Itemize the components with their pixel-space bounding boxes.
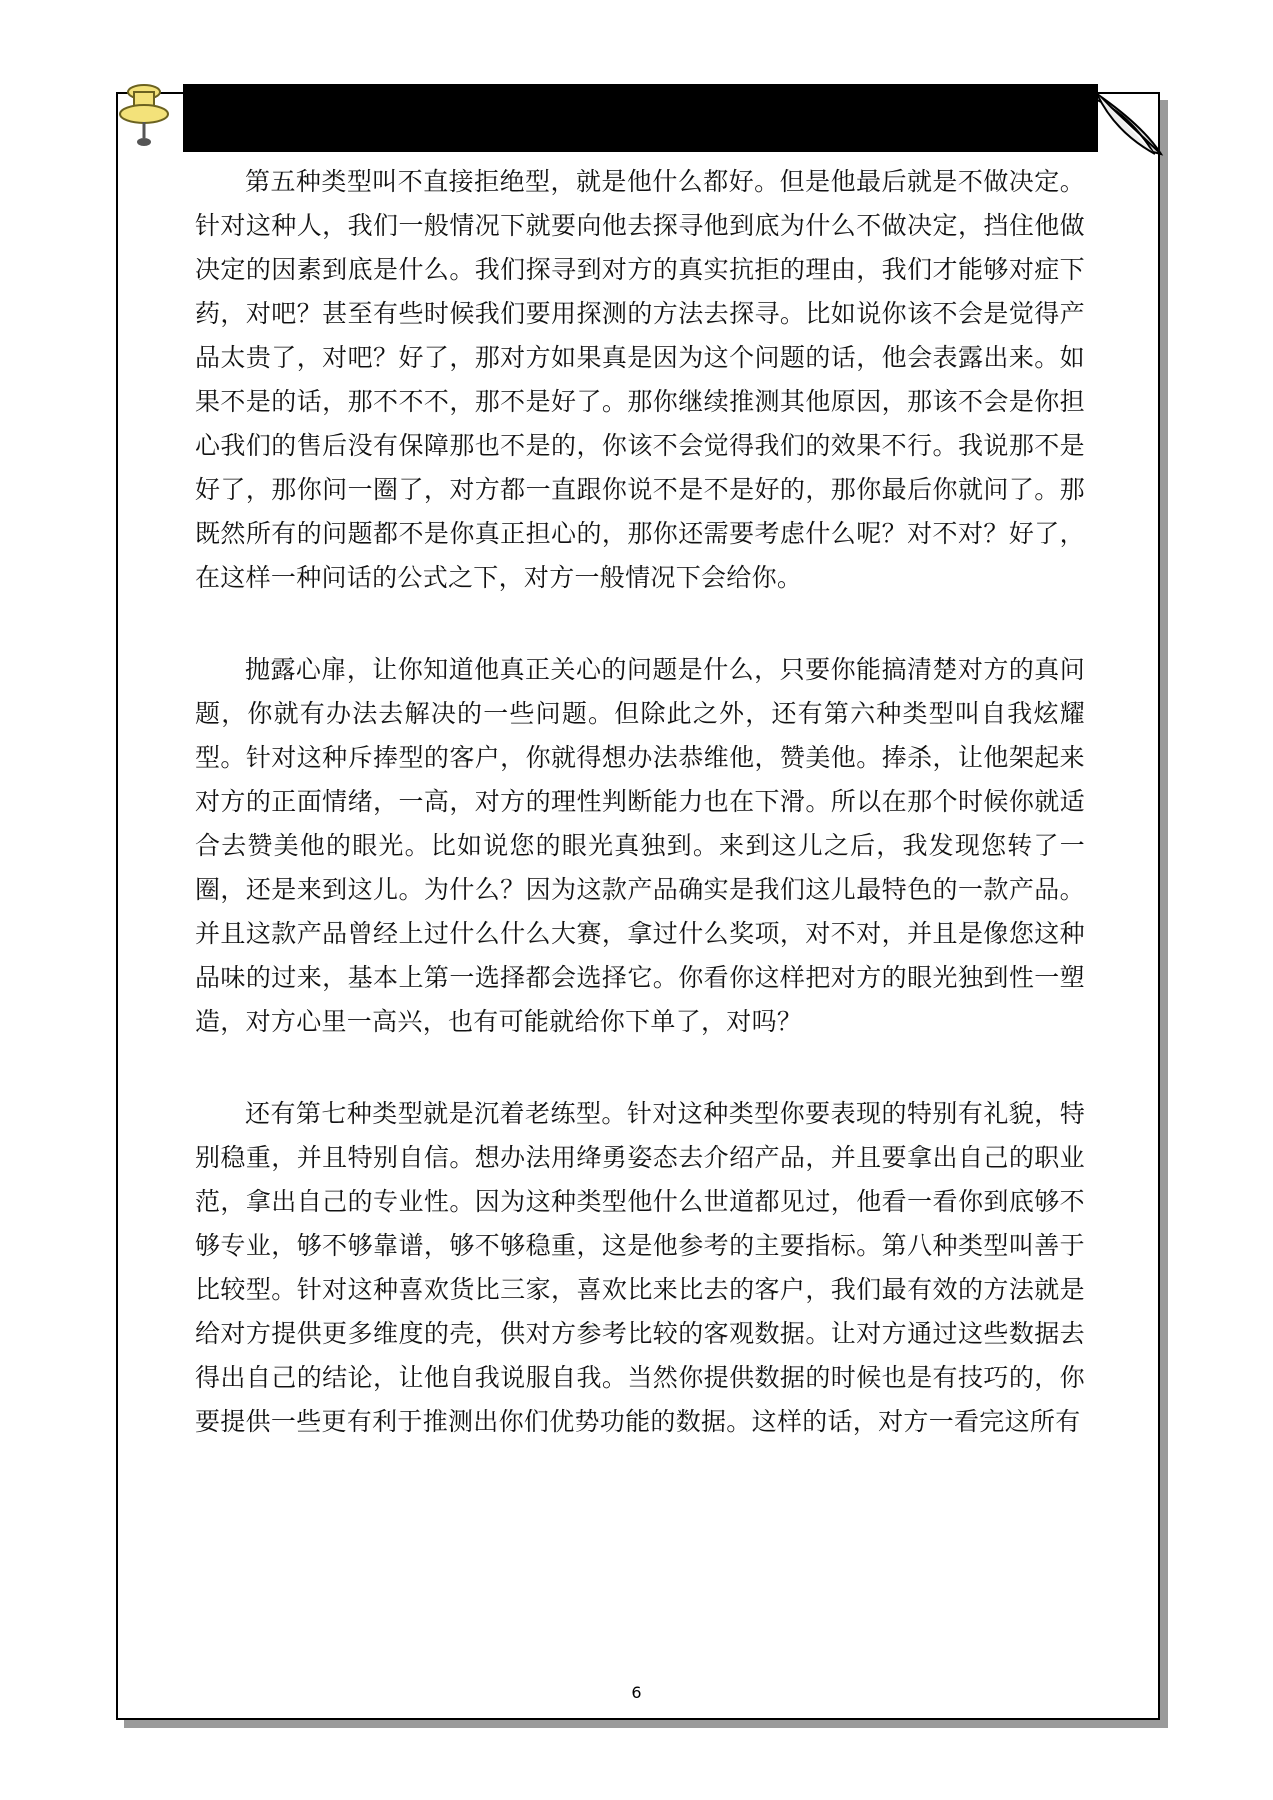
paragraph: 第五种类型叫不直接拒绝型，就是他什么都好。但是他最后就是不做决定。针对这种人，我们一般情况下就要向他去探寻他到底为什么不做决定，挡住他做决定的因素到底是什么。我们探寻到对方的真实抗拒的理由，我们才能够对症下药，对吧？甚至有些时候我们要用探测的方法去探寻。比如说你该不会是觉得产品太贵了，对吧？好了，那对方如果真是因为这个问题的话，他会表露出来。如果不是的话，那不不不，那不是好了。那你继续推测其他原因，那该不会是你担心我们的售后没有保障那也不是的，你该不会觉得我们的效果不行。我说那不是好了，那你问一圈了，对方都一直跟你说不是不是好的，那你最后你就问了。那既然所有的问题都不是你真正担心的，那你还需要考虑什么呢？对不对？好了，在这样一种问话的公式之下，对方一般情况下会给你。 <box>195 167 1085 592</box>
pushpin-icon <box>118 78 170 150</box>
paragraph: 抛露心扉，让你知道他真正关心的问题是什么，只要你能搞清楚对方的真问题，你就有办法去解决的一些问题。但除此之外，还有第六种类型叫自我炫耀型。针对这种斥捧型的客户，你就得想办法恭维他，赞美他。捧杀，让他架起来对方的正面情绪，一高，对方的理性判断能力也在下滑。所以在那个时候你就适合去赞美他的眼光。比如说您的眼光真独到。来到这儿之后，我发现您转了一圈，还是来到这儿。为什么？因为这款产品确实是我们这儿最特色的一款产品。并且这款产品曾经上过什么什么大赛，拿过什么奖项，对不对，并且是像您这种品味的过来，基本上第一选择都会选择它。你看你这样把对方的眼光独到性一塑造，对方心里一高兴，也有可能就给你下单了，对吗？ <box>195 655 1085 1036</box>
paragraph: 还有第七种类型就是沉着老练型。针对这种类型你要表现的特别有礼貌，特别稳重，并且特别自信。想办法用绛勇姿态去介绍产品，并且要拿出自己的职业范，拿出自己的专业性。因为这种类型他什么世道都见过，他看一看你到底够不够专业，够不够靠谱，够不够稳重，这是他参考的主要指标。第八种类型叫善于比较型。针对这种喜欢货比三家，喜欢比来比去的客户，我们最有效的方法就是给对方提供更多维度的壳，供对方参考比较的客观数据。让对方通过这些数据去得出自己的结论，让他自我说服自我。当然你提供数据的时候也是有技巧的，你要提供一些更有利于推测出你们优势功能的数据。这样的话，对方一看完这所有 <box>195 1099 1085 1436</box>
document-body <box>195 160 1085 1444</box>
page-curl-icon <box>1095 92 1165 158</box>
page-number: 6 <box>631 1683 642 1702</box>
header-bar <box>183 84 1098 152</box>
